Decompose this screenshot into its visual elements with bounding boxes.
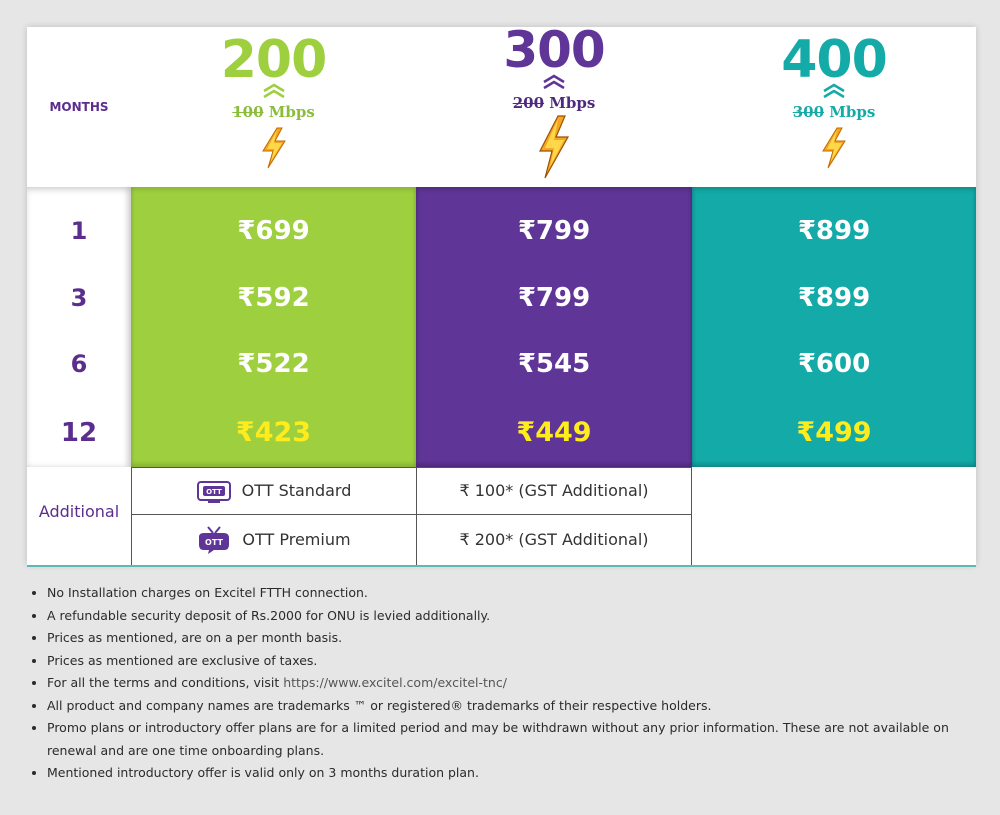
- price-400-6m: ₹600: [797, 349, 871, 379]
- lightning-bolt-icon: [260, 127, 288, 169]
- tnc-link[interactable]: https://www.excitel.com/excitel-tnc/: [283, 675, 507, 690]
- note-item: [47, 672, 987, 695]
- price-200-12m: ₹423: [235, 417, 312, 448]
- price-200-1m: ₹699: [237, 216, 310, 246]
- ott-icon-label: OTT: [205, 537, 224, 547]
- double-chevron-up-icon: [542, 74, 566, 90]
- ott-icon-label: OTT: [205, 487, 222, 496]
- plan-200-header: [131, 27, 416, 187]
- old-speed-value: 300: [792, 103, 825, 121]
- price-300-6m: ₹545: [517, 349, 591, 379]
- plan-300-old-speed: [416, 94, 692, 112]
- ott-premium-label: OTT Premium: [242, 530, 351, 549]
- month-1: 1: [70, 217, 88, 245]
- ott-standard-row: [131, 467, 416, 514]
- note-item: • A refundable security deposit of Rs.2000 for ONU is levied additionally.: [47, 605, 987, 628]
- note-text: For all the terms and conditions, visit: [47, 675, 284, 690]
- note-item: • All product and company names are trademarks ™ or registered® trademarks of their respective holders.: [47, 695, 987, 718]
- price-300-3m: ₹799: [517, 283, 591, 313]
- double-chevron-up-icon: [262, 83, 286, 99]
- plan-200-old-speed: [131, 103, 416, 121]
- price-200-6m: ₹522: [237, 349, 310, 379]
- plan-300-prices: [416, 187, 692, 467]
- ott-standard-label: OTT Standard: [241, 481, 352, 500]
- price-200-3m: ₹592: [237, 283, 310, 313]
- months-column: [27, 187, 131, 467]
- plan-300-speed: 300: [503, 21, 605, 79]
- plan-400-speed: 400: [781, 30, 887, 90]
- months-header: MONTHS: [49, 100, 109, 114]
- note-item: • Prices as mentioned are exclusive of taxes.: [47, 650, 987, 673]
- month-3: 3: [70, 284, 88, 312]
- note-item: • No Installation charges on Excitel FTTH connection.: [47, 582, 987, 605]
- additional-label: Additional: [27, 467, 132, 565]
- old-speed-unit: Mbps: [824, 103, 876, 121]
- table-bottom-border: [27, 565, 976, 567]
- ott-standard-price: ₹ 100* (GST Additional): [459, 481, 649, 500]
- old-speed-unit: Mbps: [544, 94, 596, 112]
- ott-premium-tv-icon: [196, 525, 232, 555]
- old-speed-value: 100: [232, 103, 264, 121]
- double-chevron-up-icon: [822, 83, 846, 99]
- price-300-1m: ₹799: [517, 216, 591, 246]
- lightning-bolt-icon: [820, 127, 848, 169]
- old-speed-value: 200: [512, 94, 545, 112]
- pricing-table: [27, 21, 976, 565]
- price-400-1m: ₹899: [797, 216, 871, 246]
- month-12: 12: [60, 418, 98, 448]
- terms-list: [28, 582, 987, 785]
- price-300-12m: ₹449: [516, 417, 592, 448]
- plan-200-speed: 200: [220, 30, 327, 90]
- note-item: • Promo plans or introductory offer plans are for a limited period and may be withdrawn without any prior information. These are not available on renewal and are one time onboarding plans.: [47, 717, 987, 762]
- price-400-3m: ₹899: [797, 283, 871, 313]
- ott-premium-row: [131, 514, 416, 565]
- old-speed-unit: Mbps: [263, 103, 315, 121]
- note-item: • Prices as mentioned, are on a per month basis.: [47, 627, 987, 650]
- plan-200-prices: [131, 187, 416, 467]
- plan-300-header: [416, 21, 692, 187]
- note-item: • Mentioned introductory offer is valid only on 3 months duration plan.: [47, 762, 987, 785]
- lightning-bolt-icon: [537, 115, 571, 179]
- ott-tv-icon: [196, 478, 232, 504]
- month-6: 6: [70, 350, 88, 378]
- plan-400-old-speed: [692, 103, 976, 121]
- plan-400-header: [692, 27, 976, 187]
- ott-premium-price: ₹ 200* (GST Additional): [459, 530, 649, 549]
- plan-400-prices: [692, 187, 976, 467]
- price-400-12m: ₹499: [796, 417, 872, 448]
